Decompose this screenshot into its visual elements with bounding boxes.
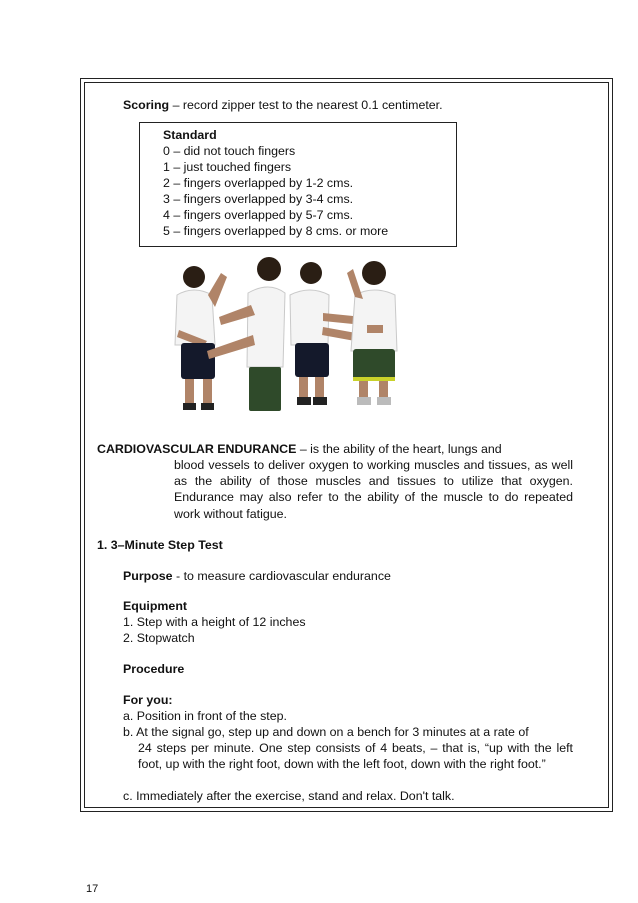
step-a: a. Position in front of the step.: [123, 709, 287, 723]
student-figure: [347, 261, 397, 405]
student-figure: [175, 266, 227, 410]
purpose-label: Purpose: [123, 569, 173, 583]
procedure-label: Procedure: [123, 662, 185, 676]
cardio-term: CARDIOVASCULAR ENDURANCE: [97, 442, 297, 456]
scoring-text: – record zipper test to the nearest 0.1 centimeter.: [169, 98, 443, 112]
purpose-line: [123, 568, 391, 584]
step-b-rest: 24 steps per minute. One step consists of 4 beats, – that is, “up with the left foot, up with the right foot, down with the left foot, down with the right foot.”: [138, 741, 573, 772]
scoring-label: Scoring: [123, 98, 170, 112]
step-b-first: b. At the signal go, step up and down on a bench for 3 minutes at a rate of: [123, 725, 529, 739]
purpose-text: - to measure cardiovascular endurance: [172, 569, 391, 583]
cardio-first-line: [97, 441, 502, 457]
for-you-label: For you:: [123, 693, 173, 707]
zipper-test-photo: [163, 255, 493, 415]
standard-item: 5 – fingers overlapped by 8 cms. or more: [163, 224, 389, 238]
standard-item: 0 – did not touch fingers: [163, 144, 296, 158]
standard-item: 1 – just touched fingers: [163, 160, 292, 174]
standard-title: Standard: [163, 128, 217, 142]
standard-item: 2 – fingers overlapped by 1-2 cms.: [163, 176, 354, 190]
scoring-line: [123, 97, 443, 113]
page-number: 17: [86, 883, 99, 895]
equipment-item: 1. Step with a height of 12 inches: [123, 615, 306, 629]
cardio-first-text: – is the ability of the heart, lungs and: [296, 442, 502, 456]
step-c: c. Immediately after the exercise, stand and relax. Don't talk.: [123, 789, 455, 803]
cardio-definition: blood vessels to deliver oxygen to working muscles and tissues, as well as the ability of those muscles and tissues to utilize that oxygen. Endurance may also refer to the ability of the muscle to do repeated work without fatigue.: [174, 458, 573, 521]
standard-item: 4 – fingers overlapped by 5-7 cms.: [163, 208, 354, 222]
equipment-label: Equipment: [123, 599, 188, 613]
equipment-item: 2. Stopwatch: [123, 631, 195, 645]
standard-item: 3 – fingers overlapped by 3-4 cms.: [163, 192, 354, 206]
test-heading: 1. 3–Minute Step Test: [97, 538, 223, 552]
